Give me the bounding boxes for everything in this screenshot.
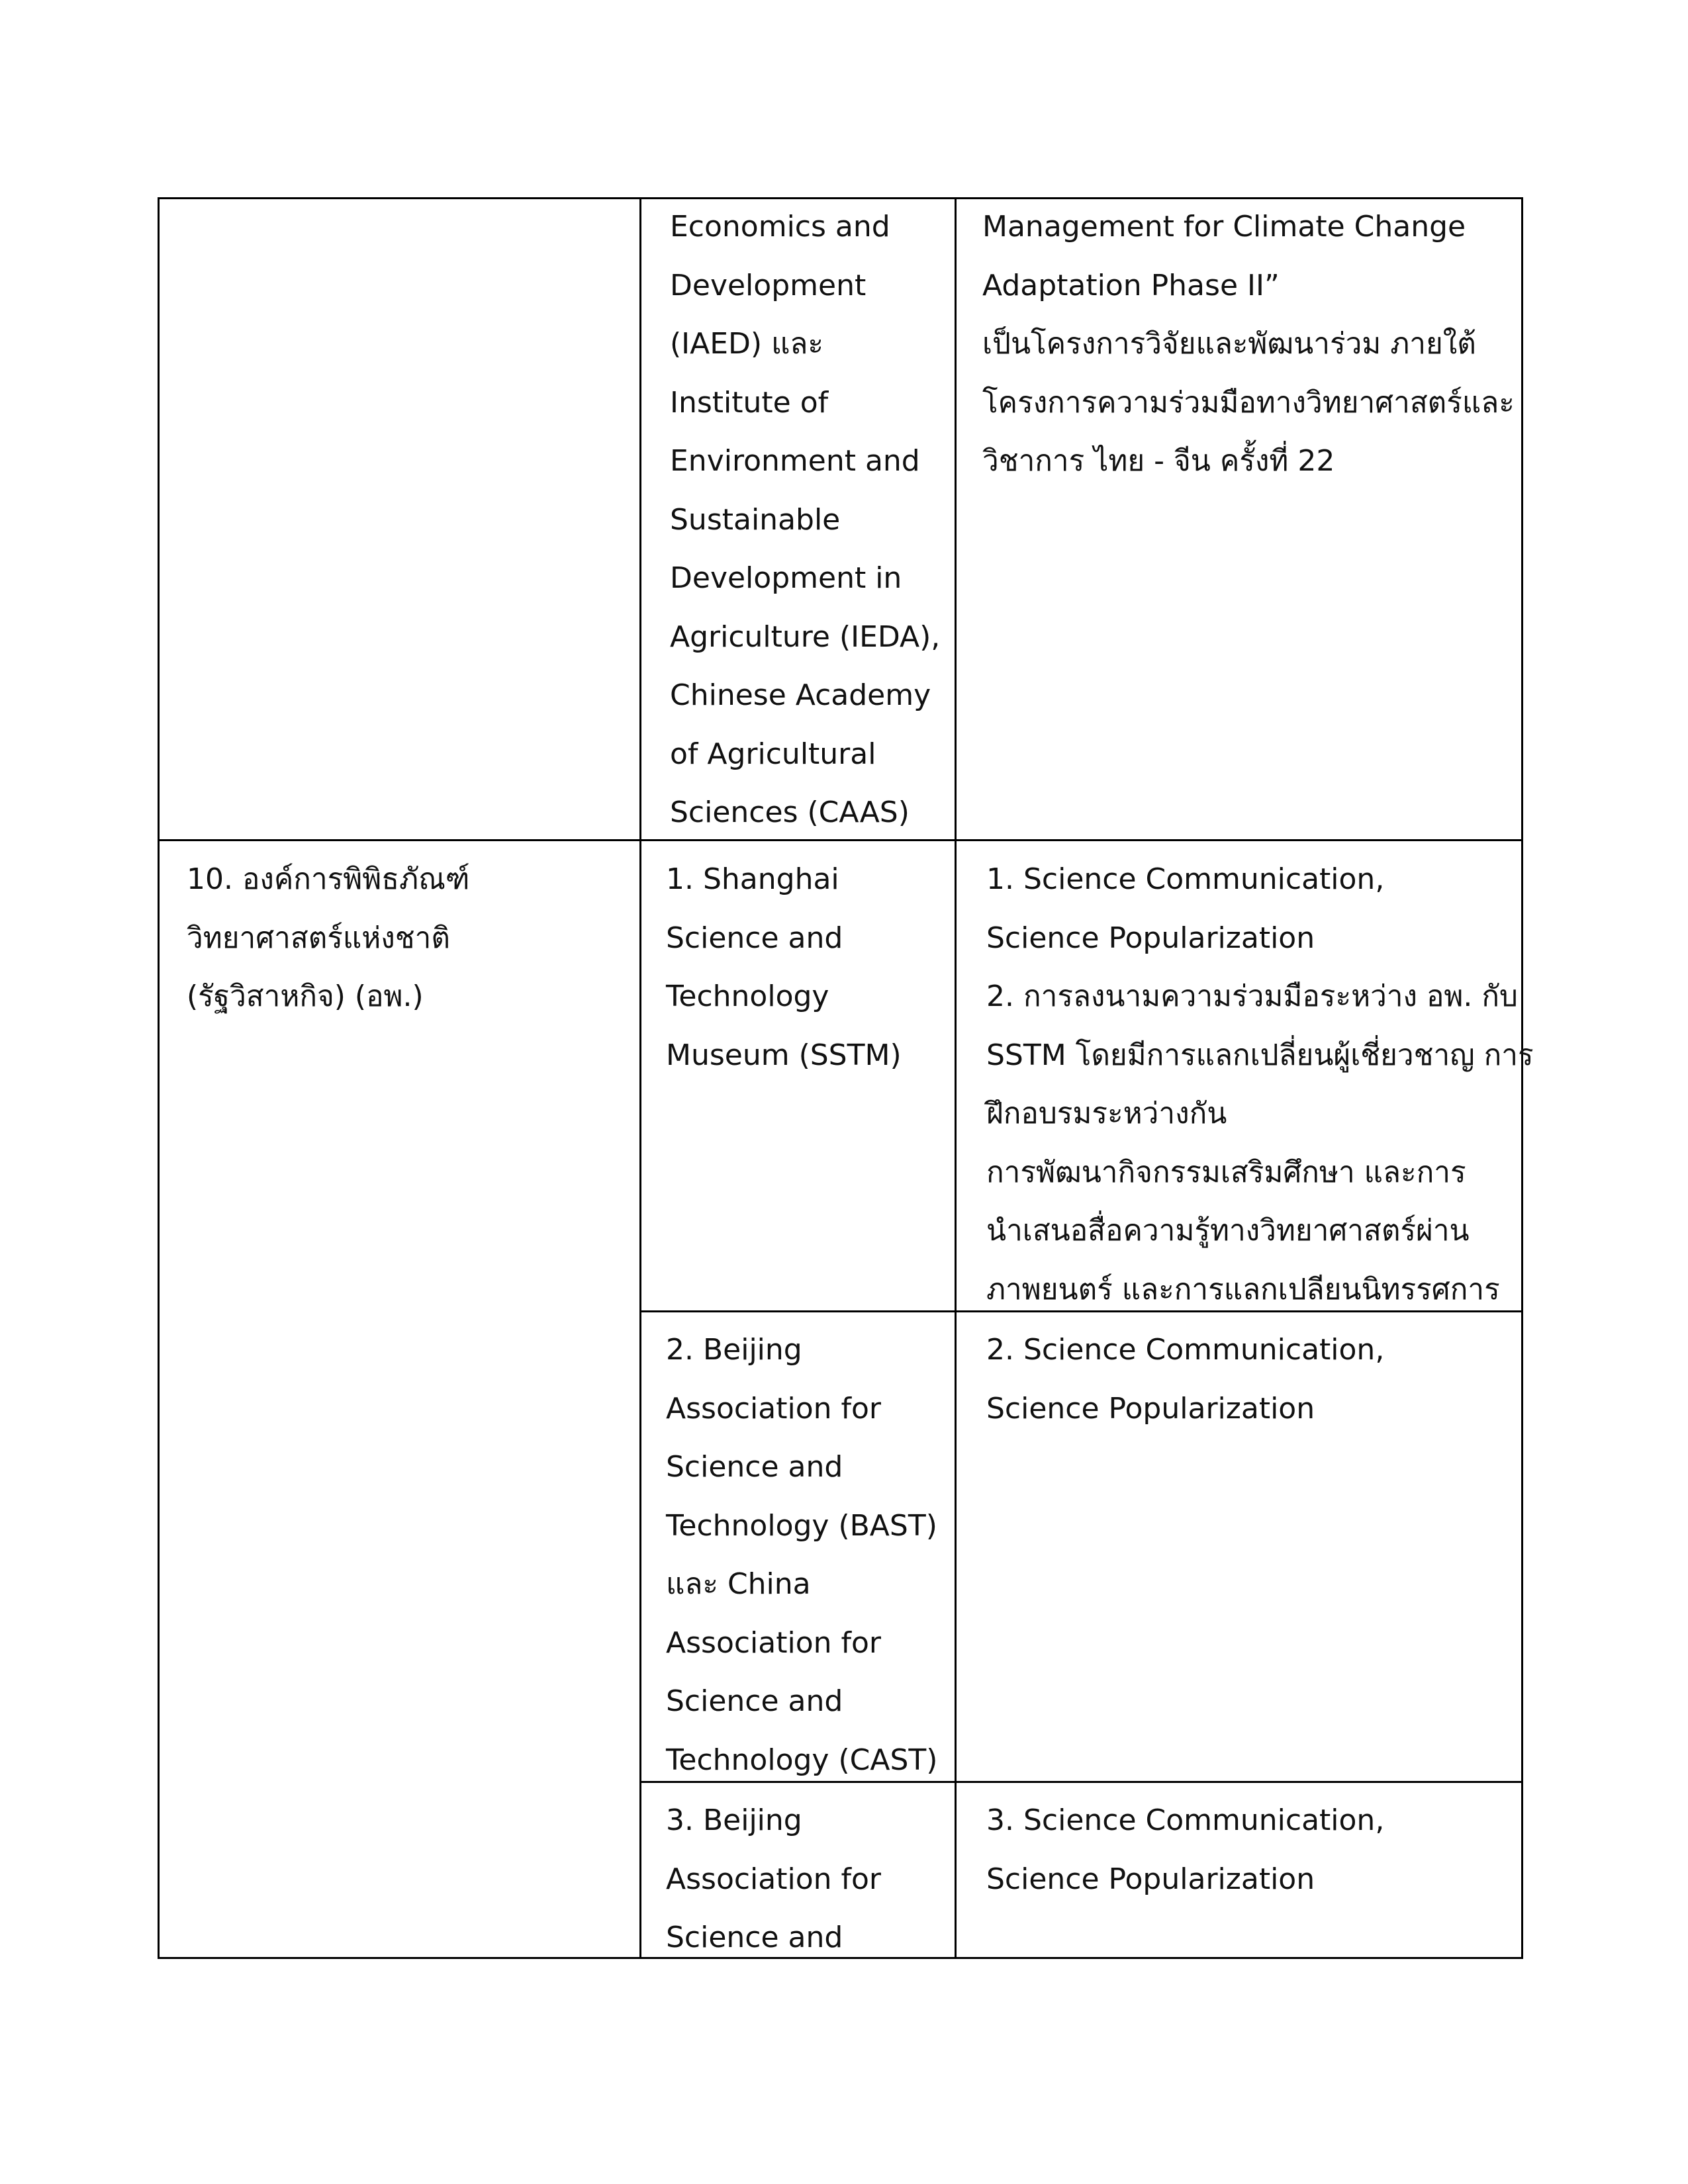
row1-partner-cell	[670, 198, 940, 842]
cell-line: Development in	[670, 561, 902, 595]
row1-activity-cell	[982, 198, 1515, 491]
cell-line: Institute of	[670, 385, 829, 420]
cell-line: Development	[670, 268, 867, 302]
row2-organization-cell	[187, 850, 470, 1026]
cell-line: Association for	[666, 1625, 882, 1660]
cell-line: และ China	[666, 1567, 811, 1601]
cell-line: (รัฐวิสาหกิจ) (อพ.)	[187, 979, 424, 1013]
cell-line: 10. องค์การพิพิธภัณฑ์	[187, 862, 470, 896]
cell-line: Association for	[666, 1391, 882, 1426]
table-border-left	[158, 197, 160, 1959]
sub1-activity-cell	[986, 850, 1534, 1319]
cell-line: Science Popularization	[986, 1862, 1315, 1896]
cell-line: 1. Science Communication,	[986, 862, 1385, 896]
cell-line: โครงการความร่วมมือทางวิทยาศาสตร์และ	[982, 385, 1515, 420]
sub2-activity-cell	[986, 1321, 1384, 1438]
sub3-partner-cell	[666, 1792, 881, 1968]
cell-line: 2. การลงนามความร่วมมือระหว่าง อพ. กับ	[986, 979, 1518, 1013]
sub3-activity-cell	[986, 1792, 1384, 1909]
cell-line: 2. Beijing	[666, 1333, 802, 1367]
cell-line: Technology (BAST)	[666, 1508, 937, 1543]
cell-line: ภาพยนตร์ และการแลกเปลียนนิทรรศการ	[986, 1272, 1500, 1306]
cell-line: ฝึกอบรมระหว่างกัน	[986, 1097, 1227, 1130]
cell-line: นำเสนอสื่อความรู้ทางวิทยาศาสตร์ผ่าน	[986, 1214, 1470, 1248]
cell-line: Science Popularization	[986, 1391, 1315, 1426]
cell-line: Sciences (CAAS)	[670, 796, 910, 829]
cell-line: Science and	[666, 1450, 843, 1484]
column-divider	[955, 197, 957, 1959]
cell-line: Science and	[666, 1684, 843, 1718]
sub1-partner-cell	[666, 850, 902, 1085]
cell-line: Management for Climate Change	[982, 210, 1466, 244]
cell-line: Technology (CAST)	[666, 1743, 938, 1777]
cell-line: 2. Science Communication,	[986, 1333, 1385, 1367]
cell-line: วิทยาศาสตร์แห่งชาติ	[187, 921, 450, 955]
cell-line: Agriculture (IEDA),	[670, 619, 941, 654]
cell-line: 3. Science Communication,	[986, 1803, 1385, 1837]
cell-line: Sustainable	[670, 502, 841, 537]
cell-line: Association for	[666, 1862, 882, 1896]
cell-line: Economics and	[670, 210, 890, 244]
cell-line: Adaptation Phase II”	[982, 268, 1280, 302]
cell-line: Museum (SSTM)	[666, 1038, 902, 1072]
cell-line: 1. Shanghai	[666, 862, 839, 896]
column-divider	[639, 197, 641, 1959]
cell-line: Technology	[666, 979, 829, 1013]
cell-line: Chinese Academy	[670, 678, 931, 712]
sub2-partner-cell	[666, 1321, 937, 1790]
cell-line: เป็นโครงการวิจัยและพัฒนาร่วม ภายใต้	[982, 327, 1476, 361]
cell-line: (IAED) และ	[670, 327, 824, 361]
cell-line: การพัฒนากิจกรรมเสริมศึกษา และการ	[986, 1155, 1466, 1189]
cell-line: of Agricultural	[670, 737, 876, 771]
cell-line: วิชาการ ไทย - จีน ครั้งที่ 22	[982, 444, 1335, 478]
cell-line: Science Popularization	[986, 921, 1315, 955]
cell-line: Science and	[666, 921, 843, 955]
cell-line: 3. Beijing	[666, 1803, 802, 1837]
cell-line: SSTM โดยมีการแลกเปลี่ยนผู้เชี่ยวชาญ การ	[986, 1038, 1534, 1072]
cell-line: Science and	[666, 1921, 843, 1954]
cell-line: Environment and	[670, 444, 920, 478]
